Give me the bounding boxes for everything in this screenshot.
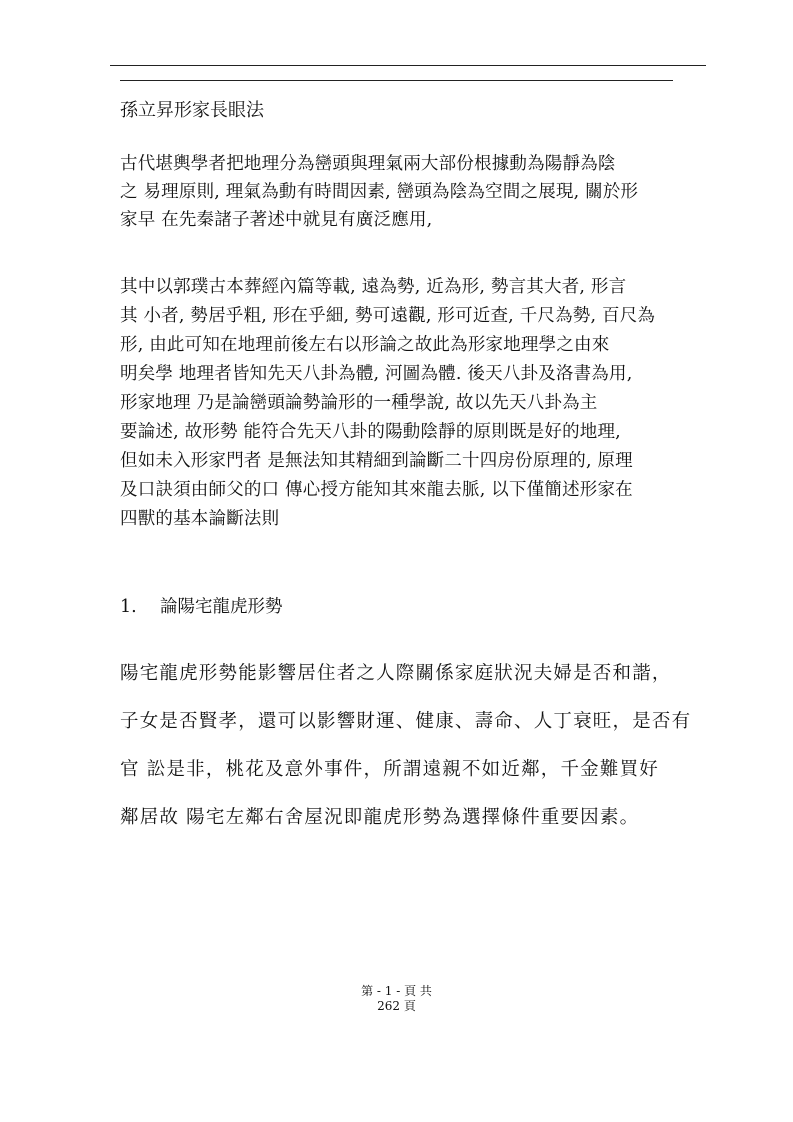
header-rule-second <box>120 80 673 81</box>
section-number: 1. <box>120 597 137 617</box>
paragraph-line: 形, 由此可知在地理前後左右以形論之故此為形家地理學之由來 <box>120 335 610 355</box>
paragraph-line: 但如未入形家門者 是無法知其精細到論斷二十四房份原理的, 原理 <box>120 451 633 471</box>
paragraph-line: 鄰居故 陽宅左鄰右舍屋況即龍虎形勢為選擇條件重要因素。 <box>120 807 640 828</box>
paragraph-line: 形家地理 乃是論巒頭論勢論形的一種學說, 故以先天八卦為主 <box>120 393 598 413</box>
section-heading-text: 論陽宅龍虎形勢 <box>160 597 283 617</box>
paragraph-line: 古代堪輿學者把地理分為巒頭與理氣兩大部份根據動為陽靜為陰 <box>120 154 616 174</box>
paragraph-line: 其中以郭璞古本葬經內篇等載, 遠為勢, 近為形, 勢言其大者, 形言 <box>120 277 627 297</box>
paragraph-line: 家早 在先秦諸子著述中就見有廣泛應用, <box>120 210 433 230</box>
paragraph-dragon-tiger <box>120 650 692 842</box>
header-rule-top <box>110 65 706 66</box>
paragraph-line: 之 易理原則, 理氣為動有時間因素, 巒頭為陰為空間之展現, 關於形 <box>120 182 639 202</box>
paragraph-intro <box>120 150 680 234</box>
page-footer-line1: 第 - 1 - 頁 共 <box>361 984 432 998</box>
paragraph-line: 官 訟是非，桃花及意外事件，所謂遠親不如近鄰，千金難買好 <box>120 759 659 780</box>
section-heading <box>120 594 283 620</box>
paragraph-line: 子女是否賢孝，還可以影響財運、健康、壽命、人丁衰旺，是否有 <box>120 711 692 732</box>
paragraph-line: 要論述, 故形勢 能符合先天八卦的陽動陰靜的原則既是好的地理, <box>120 422 621 442</box>
paragraph-line: 四獸的基本論斷法則 <box>120 509 280 529</box>
paragraph-line: 及口訣須由師父的口 傳心授方能知其來龍去脈, 以下僅簡述形家在 <box>120 480 633 500</box>
paragraph-line: 陽宅龍虎形勢能影響居住者之人際關係家庭狀況夫婦是否和諧， <box>120 663 672 684</box>
paragraph-line: 其 小者, 勢居乎粗, 形在乎細, 勢可遠觀, 形可近查, 千尺為勢, 百尺為 <box>120 306 656 326</box>
paragraph-guopu <box>120 273 680 534</box>
page-footer-line2: 262 頁 <box>377 999 416 1013</box>
document-title: 孫立昇形家長眼法 <box>120 100 264 121</box>
paragraph-line: 明矣學 地理者皆知先天八卦為體, 河圖為體. 後天八卦及洛書為用, <box>120 364 633 384</box>
